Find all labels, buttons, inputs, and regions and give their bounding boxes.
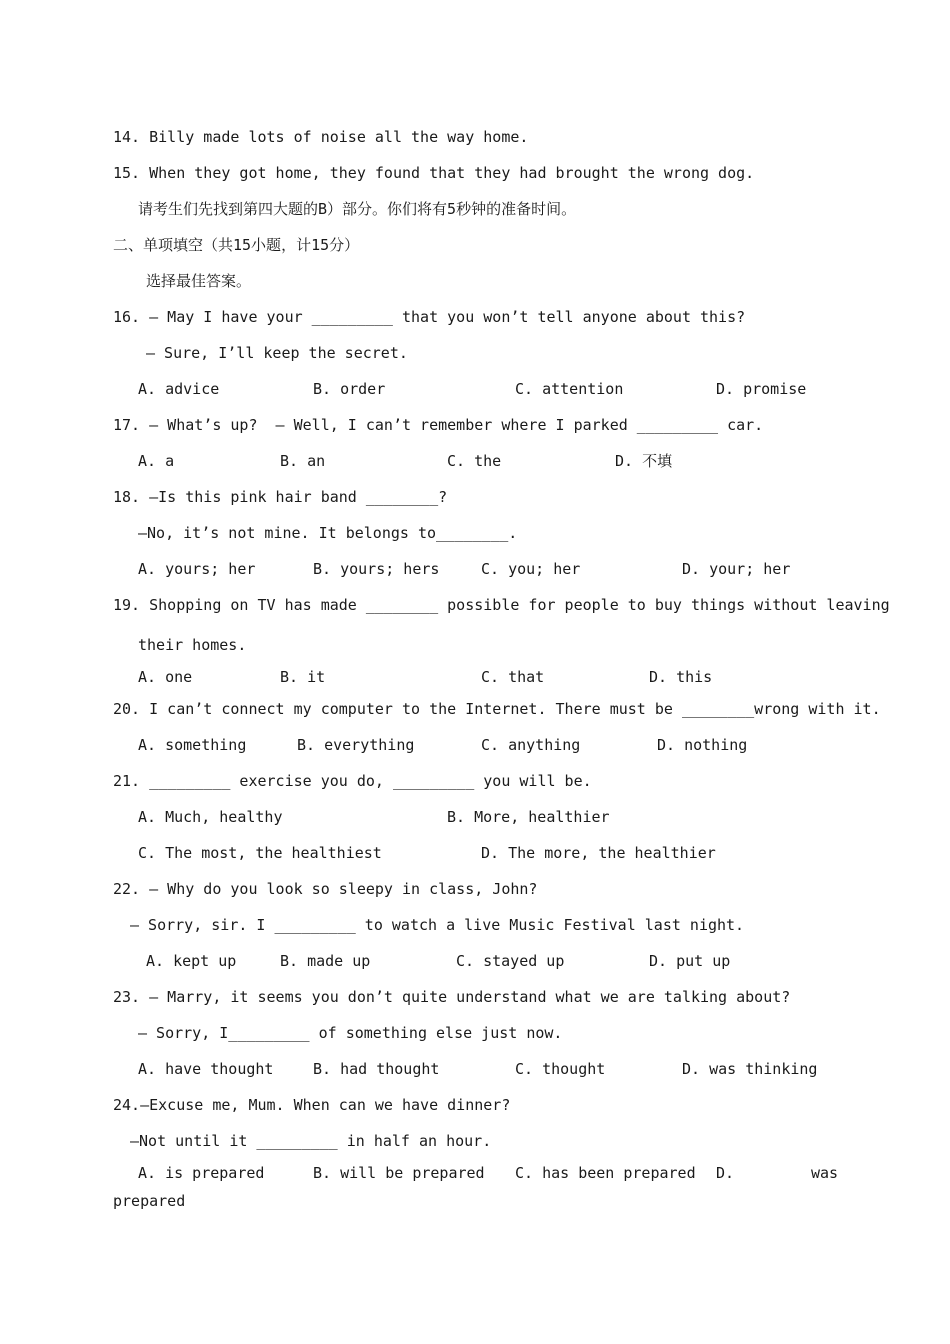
question-23-option-a: A. have thought	[138, 1060, 274, 1078]
question-16-option-c: C. attention	[515, 380, 624, 398]
question-23-stem: 23. — Marry, it seems you don’t quite understand what we are talking about?	[113, 988, 791, 1006]
question-17-option-a: A. a	[138, 452, 175, 470]
question-19-option-d: D. this	[649, 668, 713, 686]
question-20-option-d: D. nothing	[657, 736, 748, 754]
section-instruction: 选择最佳答案。	[146, 272, 252, 290]
question-17-option-d: D. 不填	[615, 452, 673, 470]
question-24-option-d: D.	[716, 1164, 735, 1182]
listening-note: 请考生们先找到第四大题的B）部分。你们将有5秒钟的准备时间。	[138, 200, 577, 218]
question-20-option-b: B. everything	[297, 736, 415, 754]
question-22-option-d: D. put up	[649, 952, 731, 970]
question-17-option-c: C. the	[447, 452, 502, 470]
question-19-option-c: C. that	[481, 668, 545, 686]
question-16-stem: 16. — May I have your _________ that you won’t tell anyone about this?	[113, 308, 746, 326]
question-22-option-b: B. made up	[280, 952, 371, 970]
question-16-reply: — Sure, I’ll keep the secret.	[146, 344, 408, 362]
question-24-option-b: B. will be prepared	[313, 1164, 485, 1182]
question-23-reply: — Sorry, I_________ of something else just now.	[138, 1024, 563, 1042]
question-19-stem-cont: their homes.	[138, 636, 247, 654]
question-21-option-c: C. The most, the healthiest	[138, 844, 382, 862]
section-heading: 二、单项填空（共15小题，计15分）	[113, 236, 360, 254]
question-20-stem: 20. I can’t connect my computer to the Internet. There must be ________wrong with it.	[113, 700, 881, 718]
question-21-stem: 21. _________ exercise you do, _________ you will be.	[113, 772, 592, 790]
question-19-option-a: A. one	[138, 668, 193, 686]
question-22-stem: 22. — Why do you look so sleepy in class, John?	[113, 880, 538, 898]
question-17-stem: 17. — What’s up? — Well, I can’t remember where I parked _________ car.	[113, 416, 764, 434]
question-15: 15. When they got home, they found that they had brought the wrong dog.	[113, 164, 755, 182]
question-23-option-d: D. was thinking	[682, 1060, 818, 1078]
question-20-option-a: A. something	[138, 736, 247, 754]
question-14: 14. Billy made lots of noise all the way home.	[113, 128, 529, 146]
question-21-option-a: A. Much, healthy	[138, 808, 283, 826]
question-21-option-d: D. The more, the healthier	[481, 844, 716, 862]
question-16-option-d: D. promise	[716, 380, 807, 398]
question-23-option-c: C. thought	[515, 1060, 606, 1078]
question-23-option-b: B. had thought	[313, 1060, 440, 1078]
question-22-option-a: A. kept up	[146, 952, 237, 970]
question-18-option-a: A. yours; her	[138, 560, 256, 578]
question-18-option-b: B. yours; hers	[313, 560, 440, 578]
question-16-option-a: A. advice	[138, 380, 220, 398]
question-18-option-c: C. you; her	[481, 560, 581, 578]
question-19-stem: 19. Shopping on TV has made ________ possible for people to buy things without leaving	[113, 596, 890, 614]
question-22-option-c: C. stayed up	[456, 952, 565, 970]
question-18-option-d: D. your; her	[682, 560, 791, 578]
question-18-reply: —No, it’s not mine. It belongs to________.	[138, 524, 518, 542]
question-24-option-d-text-cont: prepared	[113, 1192, 186, 1210]
question-21-option-b: B. More, healthier	[447, 808, 610, 826]
question-20-option-c: C. anything	[481, 736, 581, 754]
question-24-stem: 24.—Excuse me, Mum. When can we have dinner?	[113, 1096, 511, 1114]
question-22-reply: — Sorry, sir. I _________ to watch a live Music Festival last night.	[130, 916, 745, 934]
question-16-option-b: B. order	[313, 380, 386, 398]
question-24-option-c: C. has been prepared	[515, 1164, 696, 1182]
question-24-reply: —Not until it _________ in half an hour.	[130, 1132, 492, 1150]
question-24-option-d-text: was	[811, 1164, 839, 1182]
question-17-option-b: B. an	[280, 452, 326, 470]
question-24-option-a: A. is prepared	[138, 1164, 265, 1182]
question-19-option-b: B. it	[280, 668, 326, 686]
question-18-stem: 18. —Is this pink hair band ________?	[113, 488, 448, 506]
